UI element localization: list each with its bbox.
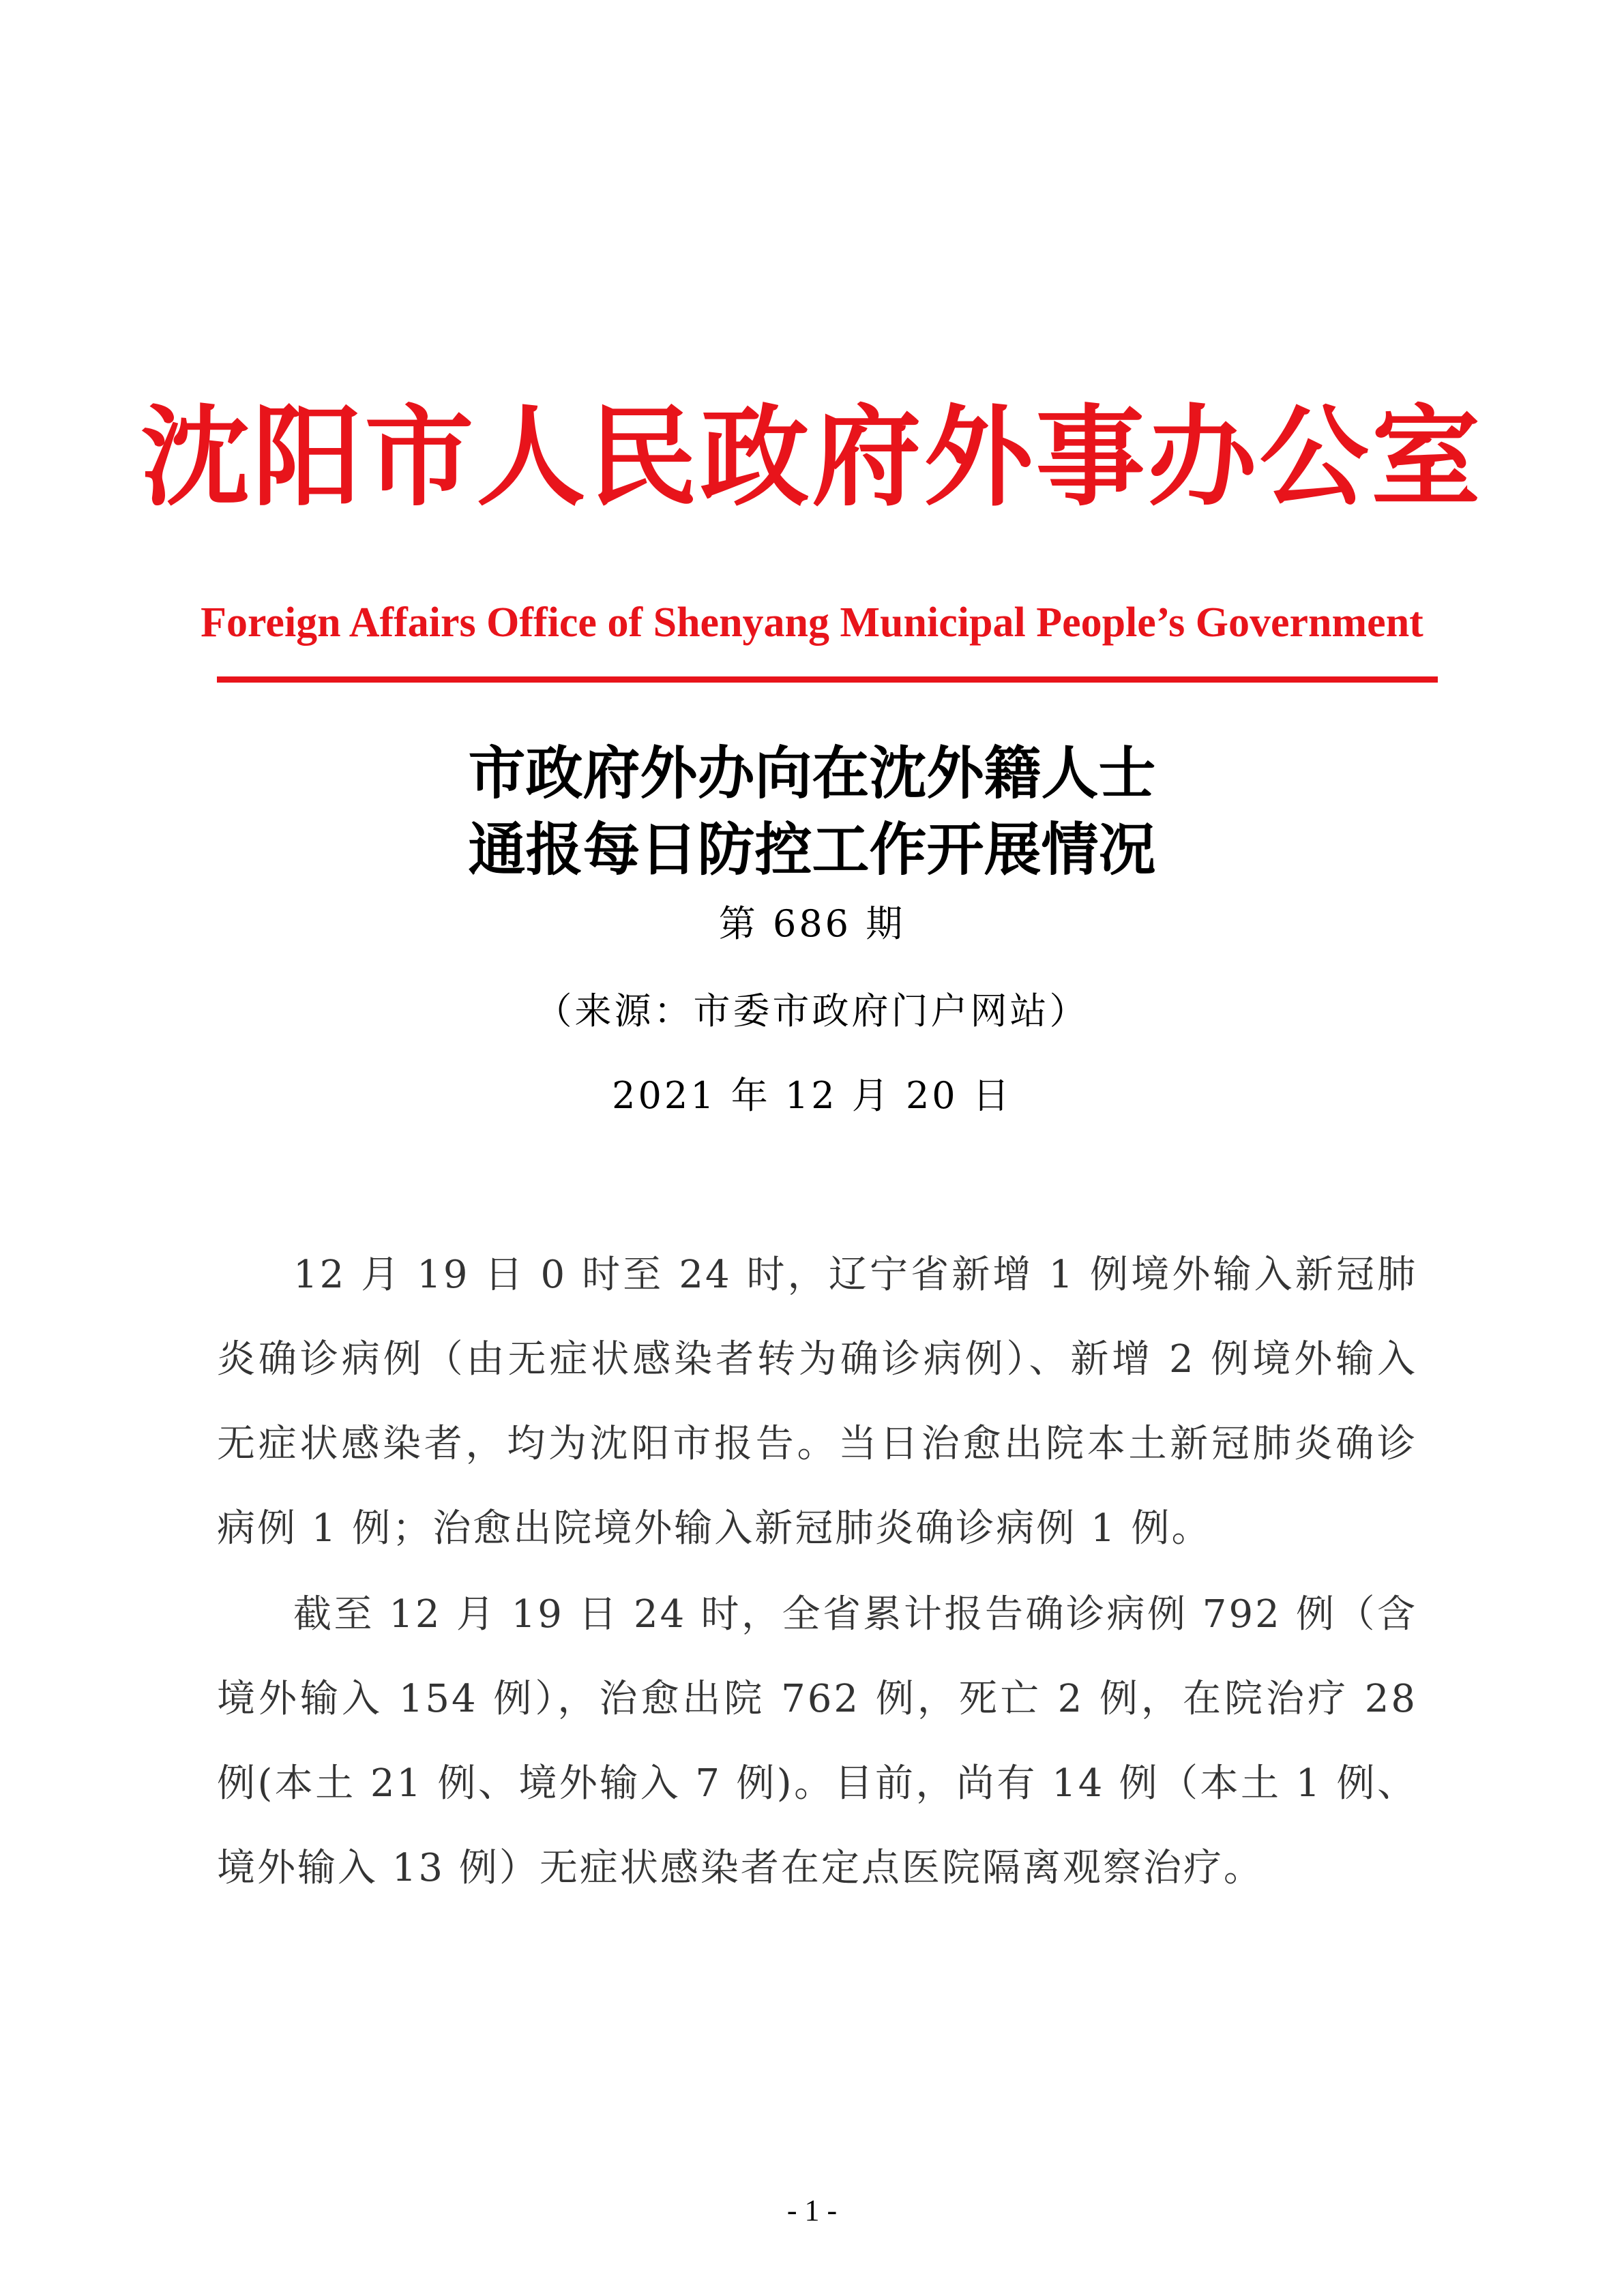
header-divider <box>217 676 1438 683</box>
body-paragraph: 截至 12 月 19 日 24 时，全省累计报告确诊病例 792 例（含境外输入 154 例），治愈出院 762 例，死亡 2 例，在院治疗 28 例(本土 21 例、境外输入 7 例)。目前，尚有 14 例（本土 1 例、境外输入 13 例）无症状感染者在定点医院隔离观察治疗。 <box>217 1592 1417 1890</box>
page-number: - 1 - <box>786 2194 838 2227</box>
body-paragraph-block-2 <box>217 1572 1417 1924</box>
issue-number: 第 686 期 <box>718 902 906 945</box>
organization-name-chinese: 沈阳市人民政府外事办公室 <box>141 393 1483 521</box>
publish-date: 2021 年 12 月 20 日 <box>612 1074 1012 1117</box>
source-note: （来源：市委市政府门户网站） <box>535 989 1089 1032</box>
body-paragraph: 12 月 19 日 0 时至 24 时，辽宁省新增 1 例境外输入新冠肺炎确诊病例（由无症状感染者转为确诊病例）、新增 2 例境外输入无症状感染者，均为沈阳市报告。当日治愈出院本土新冠肺炎确诊病例 1 例；治愈出院境外输入新冠肺炎确诊病例 1 例。 <box>217 1253 1417 1551</box>
body-paragraph-block-1 <box>217 1233 1417 1585</box>
organization-name-english: Foreign Affairs Office of Shenyang Municipal People’s Government <box>201 599 1423 646</box>
document-title <box>0 735 1624 888</box>
document-title-line-1: 市政府外办向在沈外籍人士 <box>468 739 1156 807</box>
document-title-line-2: 通报每日防控工作开展情况 <box>468 816 1156 883</box>
